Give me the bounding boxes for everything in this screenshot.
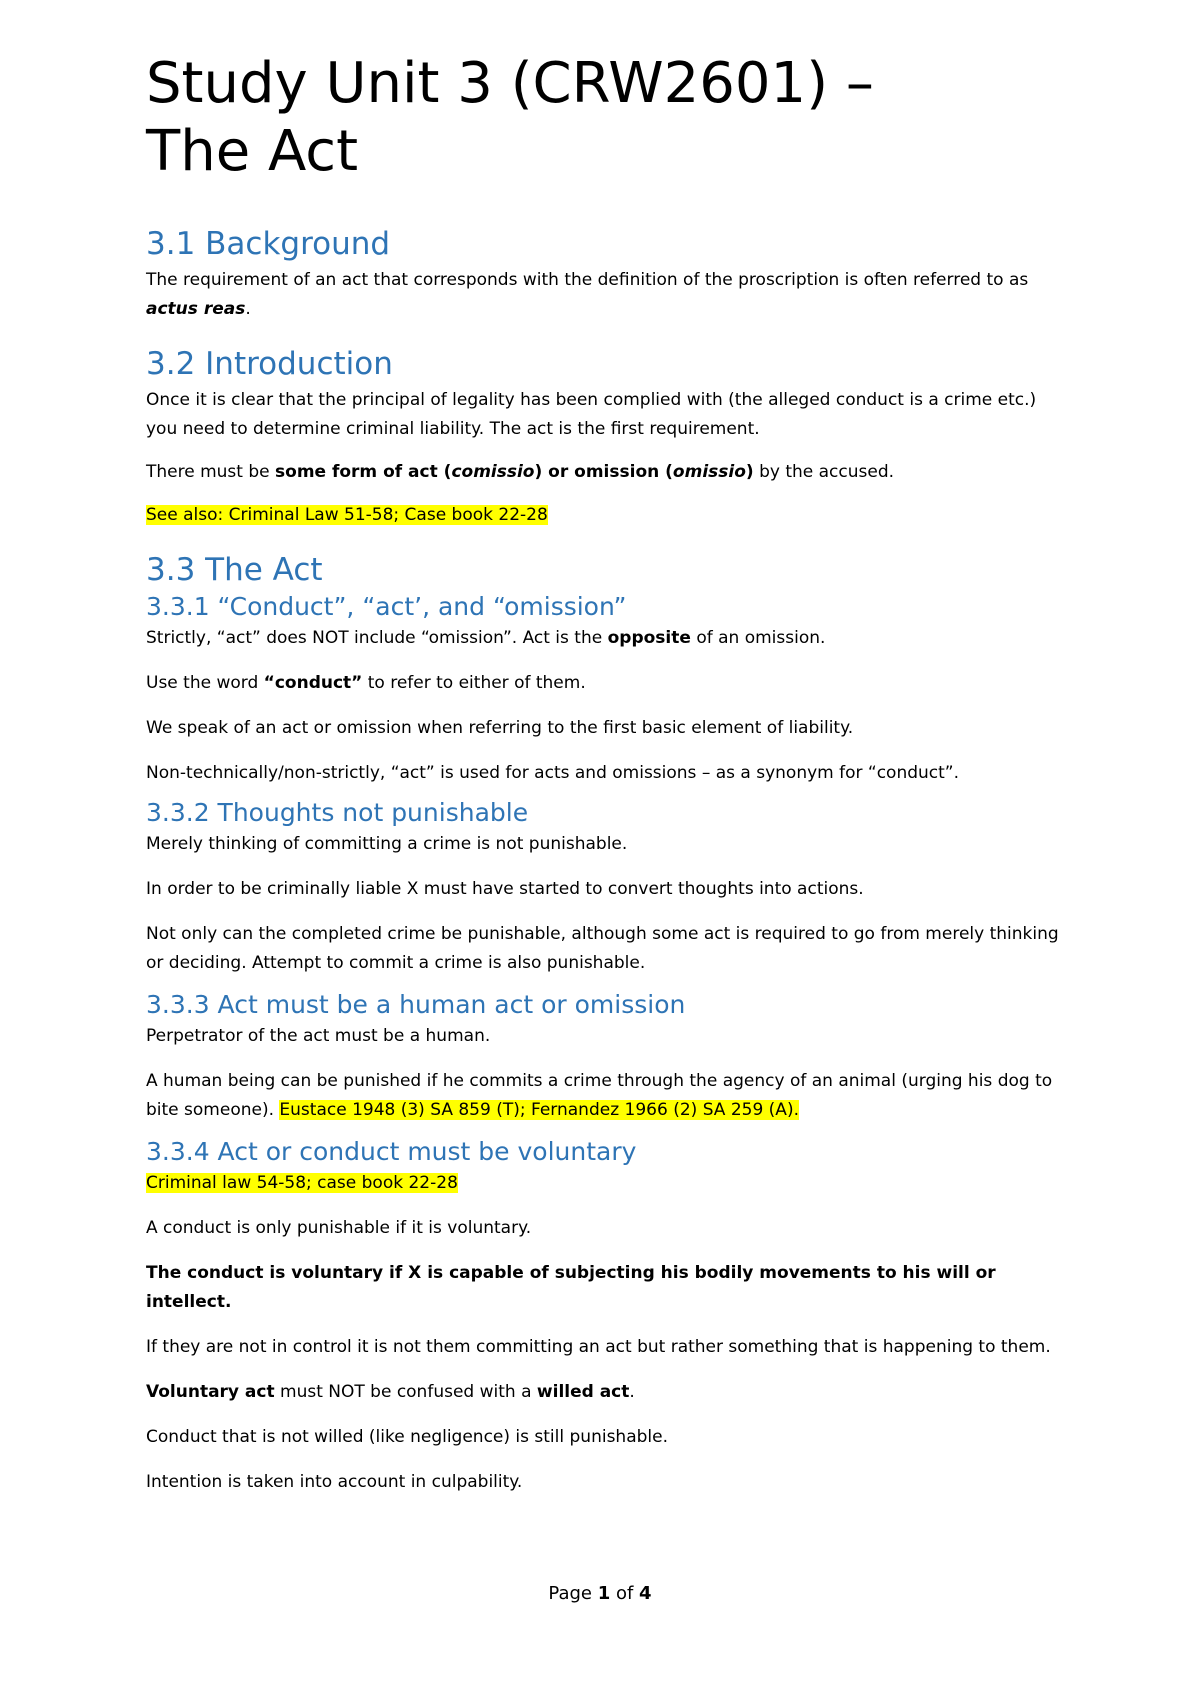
paragraph: Not only can the completed crime be punishable, although some act is required to go from merely thinking or deciding. Attempt to commit a crime is also punishable.: [146, 924, 1059, 973]
paragraph: The requirement of an act that corresponds with the definition of the proscription is often referred to as actus reas.: [146, 270, 1029, 319]
case-citation: Eustace 1948 (3) SA 859 (T); Fernandez 1966 (2) SA 259 (A).: [279, 1100, 799, 1120]
document-page: [146, 50, 1061, 1497]
paragraph: There must be some form of act (comissio) or omission (omissio) by the accused.: [146, 462, 895, 482]
heading-3-2: 3.2 Introduction: [146, 346, 393, 382]
page-number: 1: [597, 1583, 611, 1604]
heading-3-3-2: 3.3.2 Thoughts not punishable: [146, 798, 529, 827]
paragraph: Strictly, “act” does NOT include “omission”. Act is the opposite of an omission.: [146, 628, 826, 648]
paragraph: A human being can be punished if he commits a crime through the agency of an animal (urging his dog to bite someone). Eustace 1948 (3) SA 859 (T); Fernandez 1966 (2) SA 259 (A).: [146, 1071, 1053, 1120]
paragraph: In order to be criminally liable X must have started to convert thoughts into actions.: [146, 879, 864, 899]
paragraph: If they are not in control it is not them committing an act but rather something that is happening to them.: [146, 1337, 1051, 1357]
page-footer: Page 1 of 4: [548, 1583, 652, 1604]
paragraph: Once it is clear that the principal of legality has been complied with (the alleged conduct is a crime etc.) you need to determine criminal liability. The act is the first requirement.: [146, 390, 1037, 439]
heading-3-3-1: 3.3.1 “Conduct”, “act’, and “omission”: [146, 592, 627, 621]
paragraph: Use the word “conduct” to refer to either of them.: [146, 673, 586, 693]
paragraph: We speak of an act or omission when referring to the first basic element of liability.: [146, 718, 854, 738]
document-title: Study Unit 3 (CRW2601) – The Act: [146, 51, 874, 184]
paragraph: Voluntary act must NOT be confused with a willed act.: [146, 1382, 635, 1402]
reference-note: Criminal law 54-58; case book 22-28: [146, 1173, 458, 1193]
heading-3-3: 3.3 The Act: [146, 552, 323, 588]
page-total: 4: [639, 1583, 652, 1604]
heading-3-3-3: 3.3.3 Act must be a human act or omission: [146, 990, 686, 1019]
paragraph: Conduct that is not willed (like negligence) is still punishable.: [146, 1427, 668, 1447]
paragraph: A conduct is only punishable if it is voluntary.: [146, 1218, 532, 1238]
paragraph: The conduct is voluntary if X is capable of subjecting his bodily movements to his will or intellect.: [146, 1263, 996, 1312]
heading-3-1: 3.1 Background: [146, 226, 391, 262]
paragraph: Merely thinking of committing a crime is not punishable.: [146, 834, 628, 854]
paragraph: Intention is taken into account in culpability.: [146, 1472, 523, 1492]
reference-note: See also: Criminal Law 51-58; Case book 22-28: [146, 505, 548, 525]
paragraph: Non-technically/non-strictly, “act” is used for acts and omissions – as a synonym for “conduct”.: [146, 763, 960, 783]
paragraph: Perpetrator of the act must be a human.: [146, 1026, 491, 1046]
heading-3-3-4: 3.3.4 Act or conduct must be voluntary: [146, 1137, 637, 1166]
